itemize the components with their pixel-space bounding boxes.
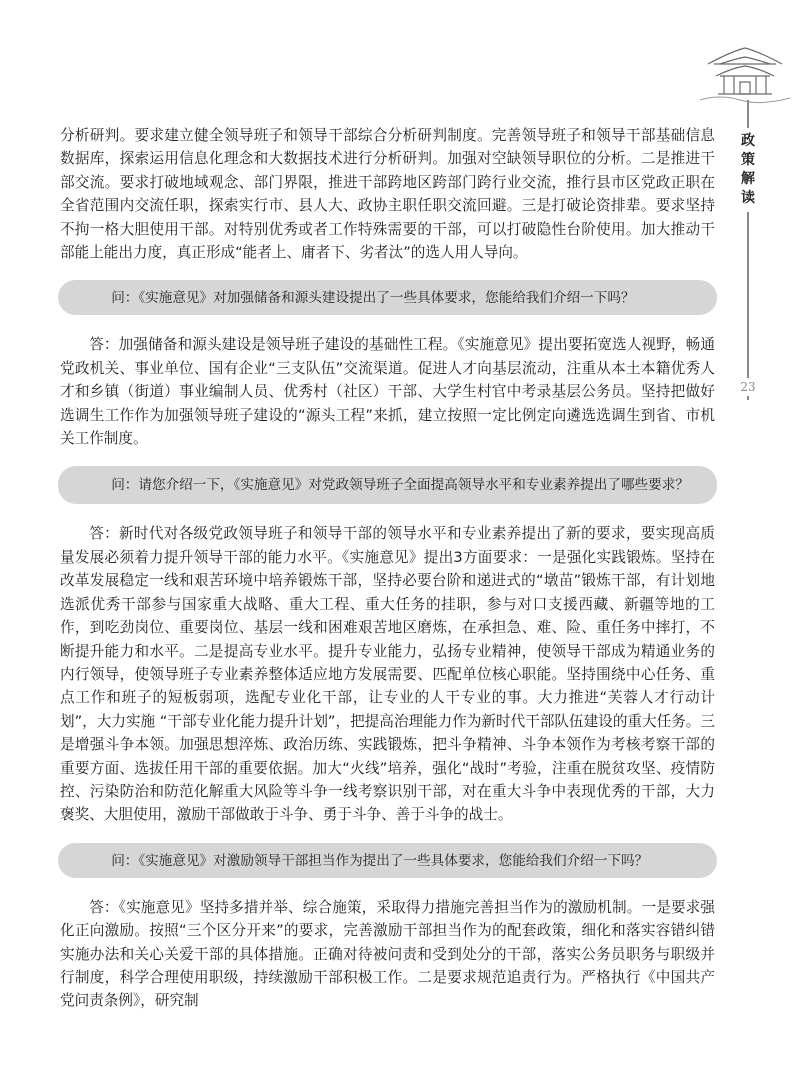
answer-paragraph: 答：加强储备和源头建设是领导班子建设的基础性工程。《实施意见》提出要拓宽选人视野，畅通党政机关、事业单位、国有企业“三支队伍”交流渠道。促进人才向基层流动，注重从本土本籍优秀人才和乡镇（街道）事业编制人员、优秀村（社区）干部、大学生村官中考录基层公务员。坚持把做好选调生工作作为加强领导班子建设的“源头工程”来抓，建立按照一定比例定向遴选选调生到省、市机关工作制度。: [60, 336, 715, 448]
section-title: 政策解读: [737, 128, 759, 212]
paragraph: 分析研判。要求建立健全领导班子和领导干部综合分析研判制度。完善领导班子和领导干部基础信息数据库，探索运用信息化理念和大数据技术进行分析研判。加强对空缺领导职位的分析。二是推进干部交流。要求打破地域观念、部门界限，推进干部跨地区跨部门跨行业交流，推行县市区党政正职在全省范围内交流任职，探索实行市、县人大、政协主职任职交流回避。三是打破论资排辈。要求坚持不拘一格大胆使用干部。对特别优秀或者工作特殊需要的干部，可以打破隐性台阶使用。加大推动干部能上能出力度，真正形成“能者上、庸者下、劣者汰”的选人用人导向。: [60, 127, 715, 262]
pavilion-illustration: [700, 42, 790, 104]
answer-paragraph: 答：新时代对各级党政领导班子和领导干部的领导水平和专业素养提出了新的要求，要实现高质量发展必须着力提升领导干部的能力水平。《实施意见》提出3方面要求：一是强化实践锻炼。坚持在改革发展稳定一线和艰苦环境中培养锻炼干部，坚持必要台阶和递进式的“墩苗”锻炼干部，有计划地选派优秀干部参与国家重大战略、重大工程、重大任务的挂职，参与对口支援西藏、新疆等地的工作，到吃劲岗位、重要岗位、基层一线和困难艰苦地区磨炼，在承担急、难、险、重任务中摔打，不断提升能力和水平。二是提高专业水平。提升专业能力，弘扬专业精神，使领导干部成为精通业务的内行领导，使领导班子专业素养整体适应地方发展需要、匹配单位核心职能。坚持围绕中心任务、重点工作和班子的短板弱项，选配专业化干部，让专业的人干专业的事。大力推进“芙蓉人才行动计划”，大力实施 “干部专业化能力提升计划”，把提高治理能力作为新时代干部队伍建设的重大任务。三是增强斗争本领。加强思想淬炼、政治历练、实践锻炼，把斗争精神、斗争本领作为考核考察干部的重要方面、选拔任用干部的重要依据。加大“火线”培养，强化“战时”考验，注重在脱贫攻坚、疫情防控、污染防治和防范化解重大风险等斗争一线考察识别干部，对在重大斗争中表现优秀的干部，大力褒奖、大胆使用，激励干部做敢于斗争、勇于斗争、善于斗争的战士。: [60, 525, 716, 824]
answer-paragraph: 答：《实施意见》坚持多措并举、综合施策，采取得力措施完善担当作为的激励机制。一是要求强化正向激励。按照“三个区分开来”的要求，完善激励干部担当作为的配套政策，细化和落实容错纠错实施办法和关心关爱干部的具体措施。正确对待被问责和受到处分的干部，落实公务员职务与职级并行制度，科学合理使用职级，持续激励干部积极工作。二是要求规范追责行为。严格执行《中国共产党问责条例》，研究制: [60, 898, 715, 1010]
article-body: [60, 124, 715, 1013]
page-number: 23: [735, 378, 761, 396]
question-box: 问：《实施意见》对激励领导干部担当作为提出了一些具体要求，您能给我们介绍一下吗？: [58, 843, 717, 878]
question-box: 问：《实施意见》对加强储备和源头建设提出了一些具体要求，您能给我们介绍一下吗？: [58, 280, 717, 315]
question-box: 问：请您介绍一下，《实施意见》对党政领导班子全面提高领导水平和专业素养提出了哪些要求？: [58, 466, 717, 504]
